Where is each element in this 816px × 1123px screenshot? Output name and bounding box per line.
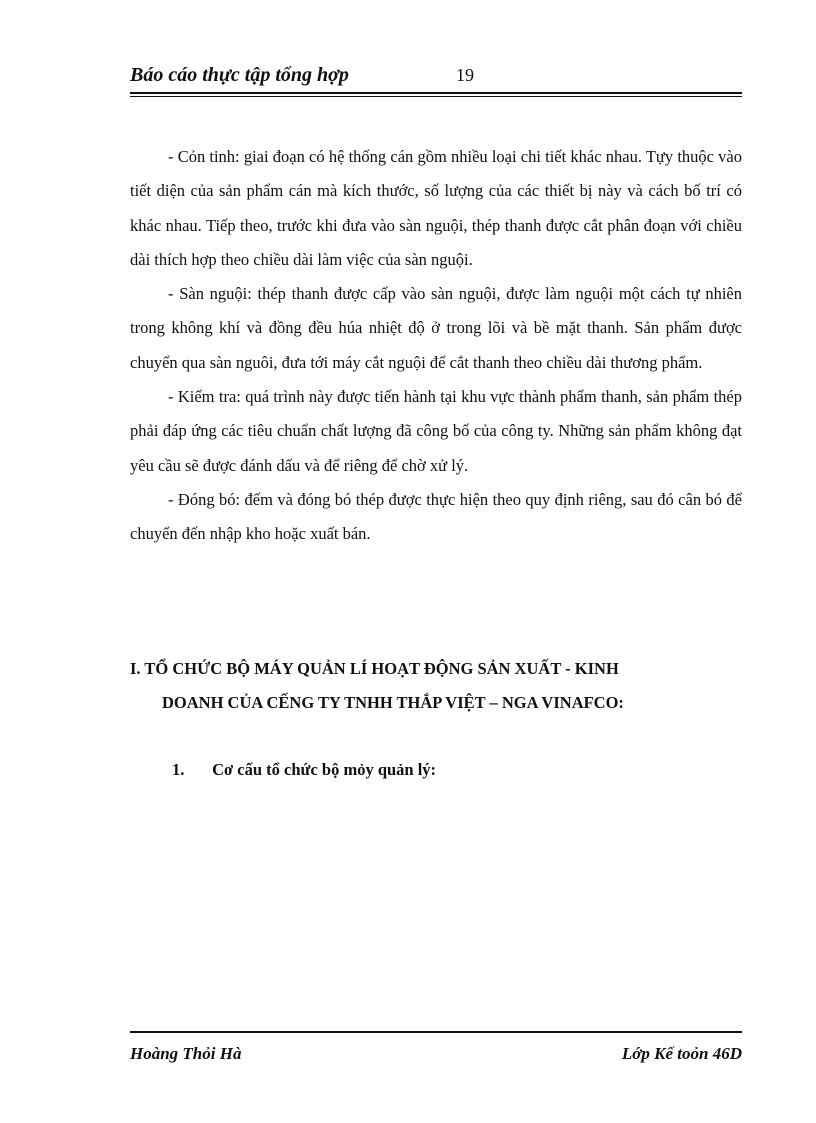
footer-class: Lớp Kế toỏn 46D [621,1044,742,1063]
subsection-number: 1. [172,760,185,779]
paragraph-kiem-tra: - Kiểm tra: quá trình này được tiến hành tại khu vực thành phẩm thanh, sản phẩm thép phải đáp ứng các tiêu chuẩn chất lượng đã công bố của công ty. Những sản phẩm không đạt yêu cầu sẽ được đánh dấu và để riêng để chờ xử lý. [130,387,742,475]
paragraph-con-tinh: - Cỏn tinh: giai đoạn có hệ thống cán gồm nhiều loại chi tiết khác nhau. Tựy thuộc vào tiết diện của sản phẩm cán mà kích thước, số lượng của các thiết bị này và cách bố trí có khác nhau. Tiếp theo, trước khi đưa vào sàn nguội, thép thanh được cắt phân đoạn với chiều dài thích hợp theo chiều dài làm việc của sàn nguội. [130,147,742,269]
section-heading-line2: DOANH CỦA CẾNG TY TNHH THẮP VIỆT – NGA VINAFCO: [162,693,624,712]
subsection-title: Cơ cấu tổ chức bộ mỏy quản lý: [212,760,437,779]
footer-rule [130,1031,742,1033]
section-heading [130,652,742,720]
paragraph-san-nguoi: - Sàn nguội: thép thanh được cấp vào sàn nguội, được làm nguội một cách tự nhiên trong không khí và đồng đều húa nhiệt độ ở trong lõi và bề mặt thanh. Sản phẩm được chuyển qua sàn nguôi, đưa tới máy cắt nguội để cắt thanh theo chiều dài thương phẩm. [130,284,742,372]
section-heading-line1: I. TỔ CHỨC BỘ MÁY QUẢN LÍ HOẠT ĐỘNG SẢN XUẤT - KINH [130,659,619,678]
paragraph-dong-bo: - Đóng bó: đếm và đóng bó thép được thực hiện theo quy định riêng, sau đó cân bó để chuyển đến nhập kho hoặc xuất bán. [130,489,742,544]
footer-author: Hoàng Thỏi Hà [130,1044,242,1063]
page-number: 19 [456,65,474,85]
subsection-heading [172,760,436,780]
header-rule [130,92,742,94]
header-rule-thin [130,96,742,97]
header-title: Báo cáo thực tập tổng hợp [130,64,349,86]
body-text [130,140,742,552]
